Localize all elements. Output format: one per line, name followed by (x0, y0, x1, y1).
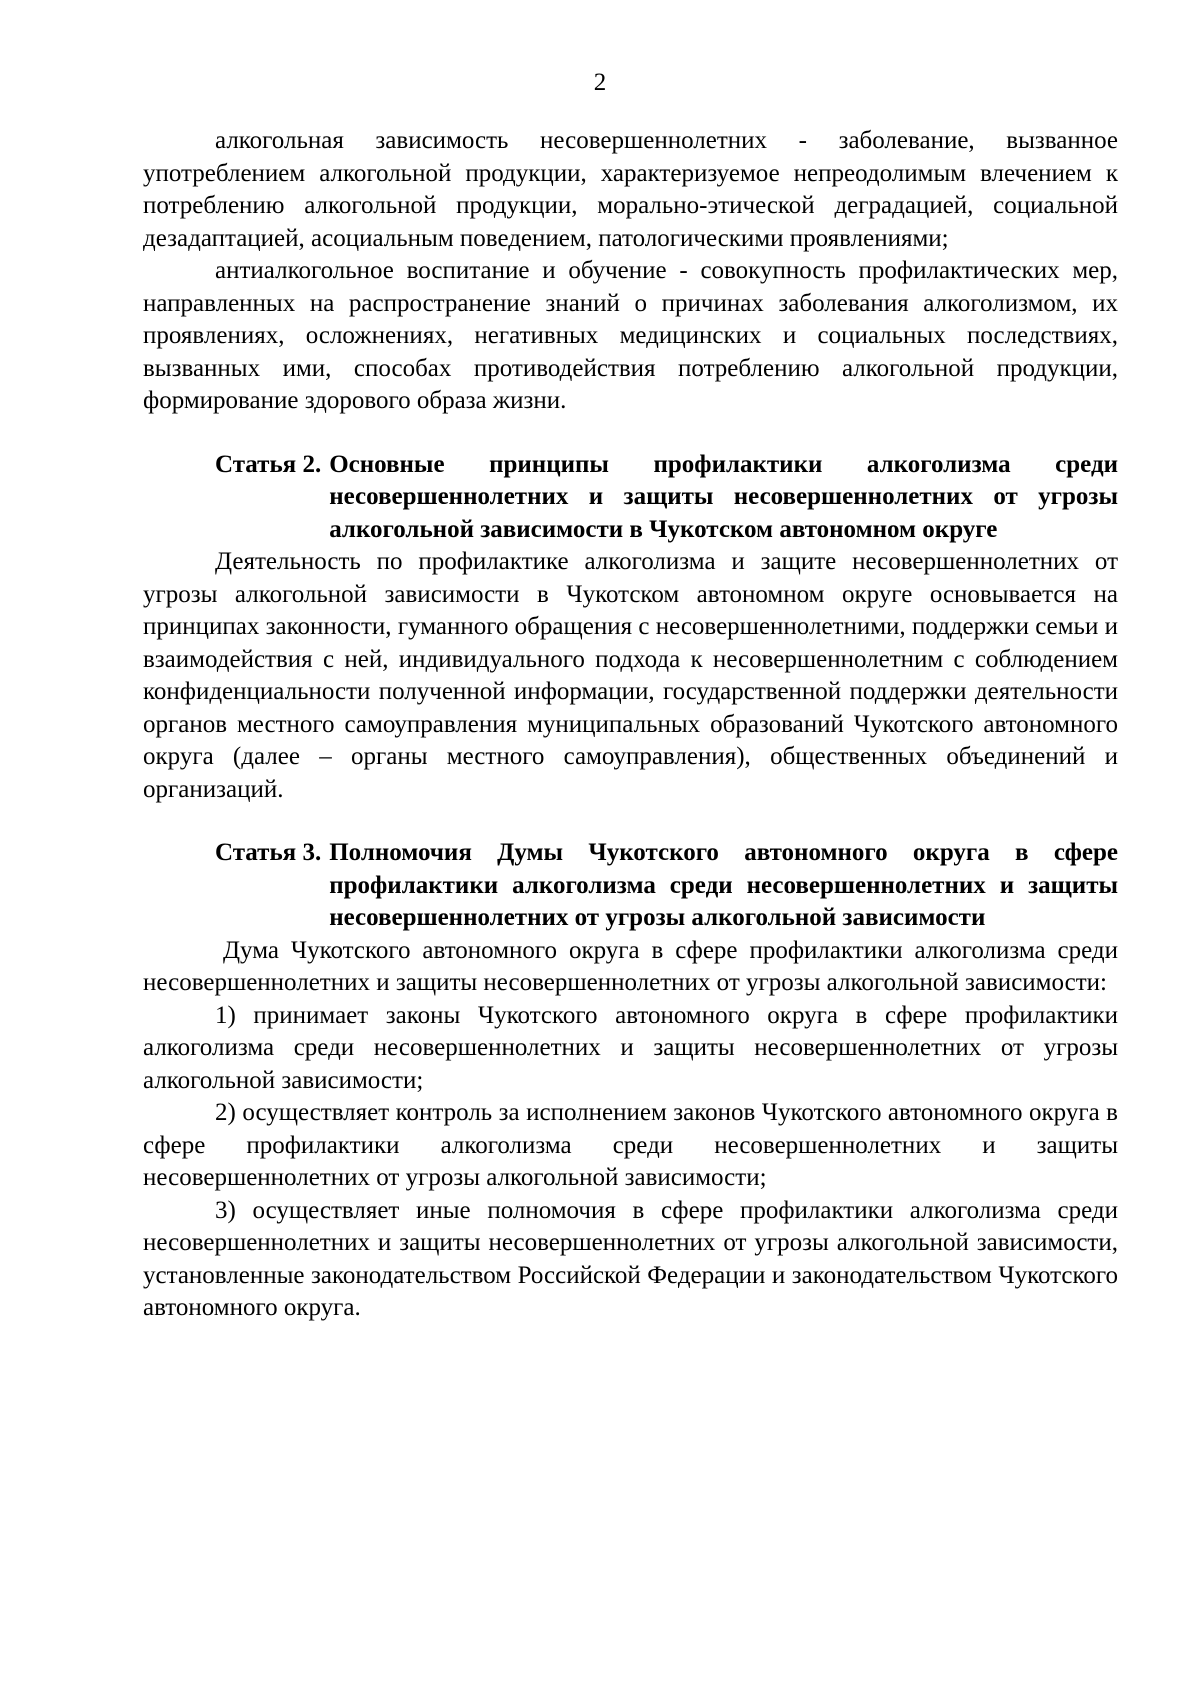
page-number: 2 (593, 69, 607, 96)
definition-paragraph: алкогольная зависимость несовершеннолетних - заболевание, вызванное употреблением алкогольной продукции, характеризуемое непреодолимым влечением к потреблению алкогольной продукции, морально-этической деградацией, социальной дезадаптацией, асоциальным поведением, патологическими проявлениями; (143, 127, 1118, 252)
article-3-title: Полномочия Думы Чукотского автономного округа в сфере профилактики алкоголизма среди несовершеннолетних и защиты несовершеннолетних от угрозы алкогольной зависимости (329, 839, 1118, 931)
article-3-item: 1) принимает законы Чукотского автономного округа в сфере профилактики алкоголизма среди несовершеннолетних и защиты несовершеннолетних от угрозы алкогольной зависимости; (143, 1001, 1118, 1094)
article-3-item: 3) осуществляет иные полномочия в сфере профилактики алкоголизма среди несовершеннолетних и защиты несовершеннолетних от угрозы алкогольной зависимости, установленные законодательством Российской Федерации и законодательством Чукотского автономного округа. (143, 1196, 1118, 1321)
article-3-heading (143, 837, 1118, 935)
article-2-body: Деятельность по профилактике алкоголизма и защите несовершеннолетних от угрозы алкогольной зависимости в Чукотском автономном округе основывается на принципах законности, гуманного обращения с несовершеннолетними, поддержки семьи и взаимодействия с ней, индивидуального подхода к несовершеннолетним с соблюдением конфиденциальности полученной информации, государственной поддержки деятельности органов местного самоуправления муниципальных образований Чукотского автономного округа (далее – органы местного самоуправления), общественных объединений и организаций. (143, 548, 1118, 803)
page-content (143, 125, 1118, 1325)
article-2-label: Статья 2. (215, 450, 322, 478)
article-3-item: 2) осуществляет контроль за исполнением законов Чукотского автономного округа в сфере профилактики алкоголизма среди несовершеннолетних и защиты несовершеннолетних от угрозы алкогольной зависимости; (143, 1099, 1118, 1191)
article-2-heading (143, 449, 1118, 547)
article-3-label: Статья 3. (215, 839, 322, 866)
definition-paragraph: антиалкогольное воспитание и обучение - совокупность профилактических мер, направленных на распространение знаний о причинах заболевания алкоголизмом, их проявлениях, осложнениях, негативных медицинских и социальных последствиях, вызванных ими, способах противодействия потреблению алкогольной продукции, формирование здорового образа жизни. (143, 257, 1118, 414)
article-2-title: Основные принципы профилактики алкоголизма среди несовершеннолетних и защиты несовершеннолетних от угрозы алкогольной зависимости в Чукотском автономном округе (329, 450, 1118, 543)
article-3-intro: Дума Чукотского автономного округа в сфере профилактики алкоголизма среди несовершеннолетних и защиты несовершеннолетних от угрозы алкогольной зависимости: (143, 936, 1118, 996)
